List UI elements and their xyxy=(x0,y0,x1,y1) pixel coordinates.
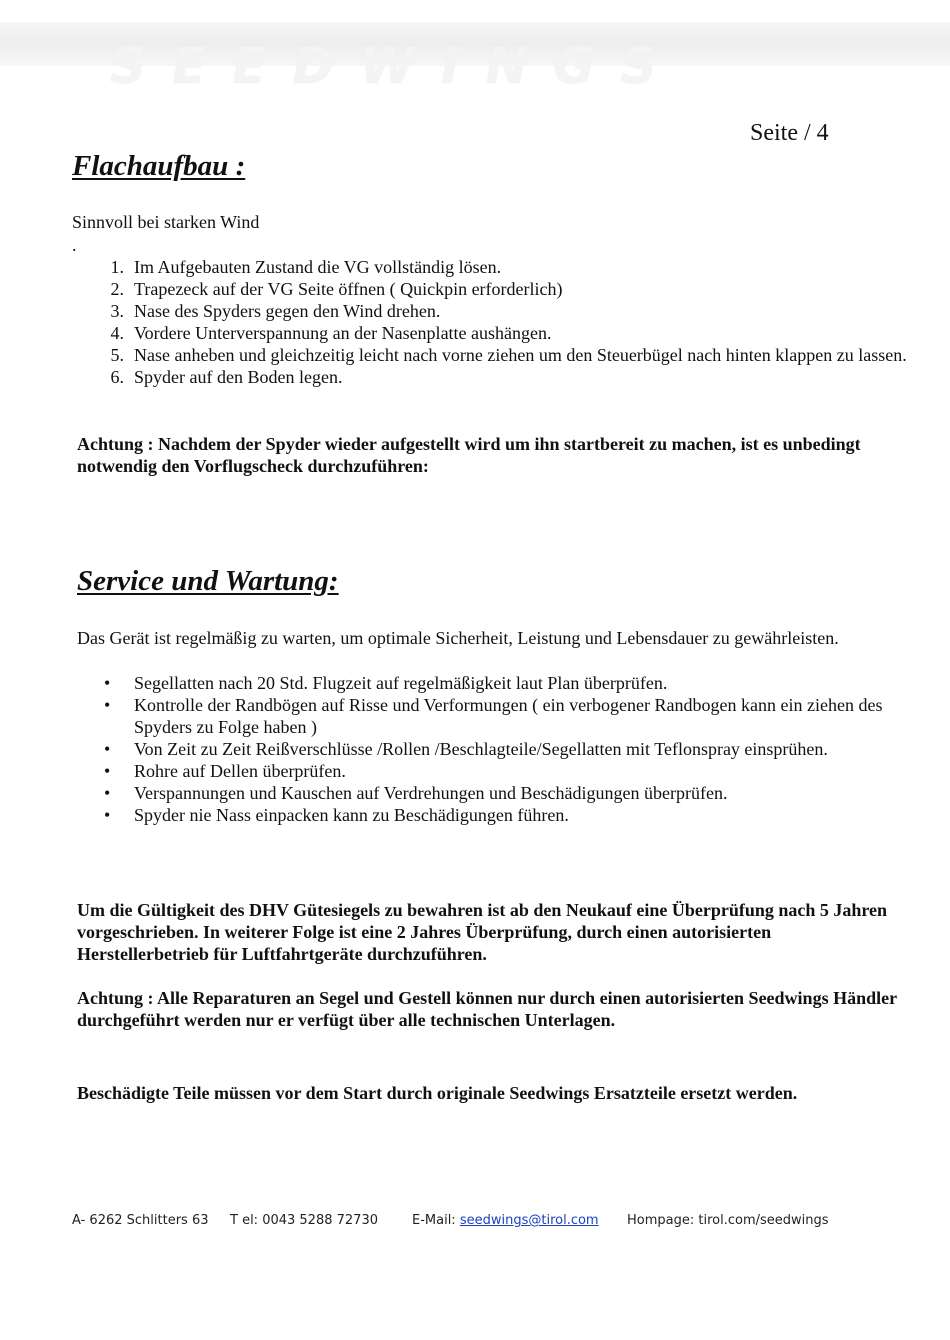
email-link[interactable]: seedwings@tirol.com xyxy=(459,1213,599,1228)
footer-email-label: E-Mail: xyxy=(412,1213,460,1228)
warning-preflight-check: Achtung : Nachdem der Spyder wieder aufgestellt wird um ihn startbereit zu machen, ist es unbedingt notwendig den Vorflugscheck durchzuführen: xyxy=(77,434,861,476)
bullet-icon: • xyxy=(104,805,111,825)
list-number: 2. xyxy=(110,279,124,299)
list-item xyxy=(102,322,912,344)
list-number: 5. xyxy=(110,345,124,365)
list-item-text: Nase des Spyders gegen den Wind drehen. xyxy=(134,301,441,321)
list-item xyxy=(102,782,914,804)
footer-phone: T el: 0043 5288 72730 xyxy=(230,1213,378,1228)
list-item xyxy=(102,760,914,782)
list-number: 3. xyxy=(110,301,124,321)
list-item-text: Trapezeck auf der VG Seite öffnen ( Quickpin erforderlich) xyxy=(134,279,563,299)
page-number: Seite / 4 xyxy=(750,120,829,146)
list-number: 6. xyxy=(110,367,124,387)
list-item-text: Spyder auf den Boden legen. xyxy=(134,367,343,387)
stray-dot: . xyxy=(72,235,77,255)
list-item-text: Im Aufgebauten Zustand die VG vollständig lösen. xyxy=(134,257,502,277)
bullet-icon: • xyxy=(104,673,111,693)
list-item xyxy=(102,804,914,826)
footer-email xyxy=(412,1213,599,1228)
list-item-text: Vordere Unterverspannung an der Nasenplatte aushängen. xyxy=(134,323,552,343)
list-item-text: Verspannungen und Kauschen auf Verdrehungen und Beschädigungen überprüfen. xyxy=(134,783,728,803)
list-item xyxy=(102,300,912,322)
list-item xyxy=(102,256,912,278)
list-number: 1. xyxy=(110,257,124,277)
notice-dhv-inspection: Um die Gültigkeit des DHV Gütesiegels zu bewahren ist ab den Neukauf eine Überprüfung nach 5 Jahren vorgeschrieben. In weiterer Folge ist eine 2 Jahres Überprüfung, durch einen autorisierten Herstellerbetrieb für Luftfahrtgeräte durchzuführen. xyxy=(77,900,888,964)
list-item-text: Spyder nie Nass einpacken kann zu Beschädigungen führen. xyxy=(134,805,569,825)
list-item xyxy=(102,694,914,738)
list-item-text: Kontrolle der Randbögen auf Risse und Verformungen ( ein verbogener Randbogen kann ein ziehen des Spyders zu Folge haben ) xyxy=(134,695,883,737)
bullet-icon: • xyxy=(104,761,111,781)
notice-authorized-repairs: Achtung : Alle Reparaturen an Segel und Gestell können nur durch einen autorisierten Seedwings Händler durchgeführt werden nur er verfügt über alle technischen Unterlagen. xyxy=(77,988,897,1030)
notice-original-parts: Beschädigte Teile müssen vor dem Start durch originale Seedwings Ersatzteile ersetzt werden. xyxy=(77,1083,798,1103)
heading-service-wartung: Service und Wartung: xyxy=(77,565,339,597)
list-item-text: Rohre auf Dellen überprüfen. xyxy=(134,761,346,781)
list-item xyxy=(102,344,912,366)
logo-watermark-band xyxy=(0,22,950,95)
list-item xyxy=(102,672,914,694)
heading-flachaufbau: Flachaufbau : xyxy=(72,150,246,182)
list-number: 4. xyxy=(110,323,124,343)
list-item xyxy=(102,738,914,760)
list-item-text: Nase anheben und gleichzeitig leicht nach vorne ziehen um den Steuerbügel nach hinten klappen zu lassen. xyxy=(134,345,907,365)
list-item-text: Von Zeit zu Zeit Reißverschlüsse /Rollen /Beschlagteile/Segellatten mit Teflonspray einsprühen. xyxy=(134,739,828,759)
maintenance-bullet-list xyxy=(102,672,914,826)
list-item xyxy=(102,278,912,300)
bullet-icon: • xyxy=(104,695,111,715)
footer-homepage: Hompage: tirol.com/seedwings xyxy=(627,1213,829,1228)
list-item-text: Segellatten nach 20 Std. Flugzeit auf regelmäßigkeit laut Plan überprüfen. xyxy=(134,673,668,693)
intro-text-wind: Sinnvoll bei starken Wind xyxy=(72,212,260,232)
bullet-icon: • xyxy=(104,783,111,803)
intro-text-maintenance: Das Gerät ist regelmäßig zu warten, um optimale Sicherheit, Leistung und Lebensdauer zu gewährleisten. xyxy=(77,628,839,648)
assembly-steps-list xyxy=(102,256,912,388)
seedwings-logo-watermark: SEEDWINGS xyxy=(110,37,683,95)
list-item xyxy=(102,366,912,388)
bullet-icon: • xyxy=(104,739,111,759)
footer-address: A- 6262 Schlitters 63 xyxy=(72,1213,209,1228)
